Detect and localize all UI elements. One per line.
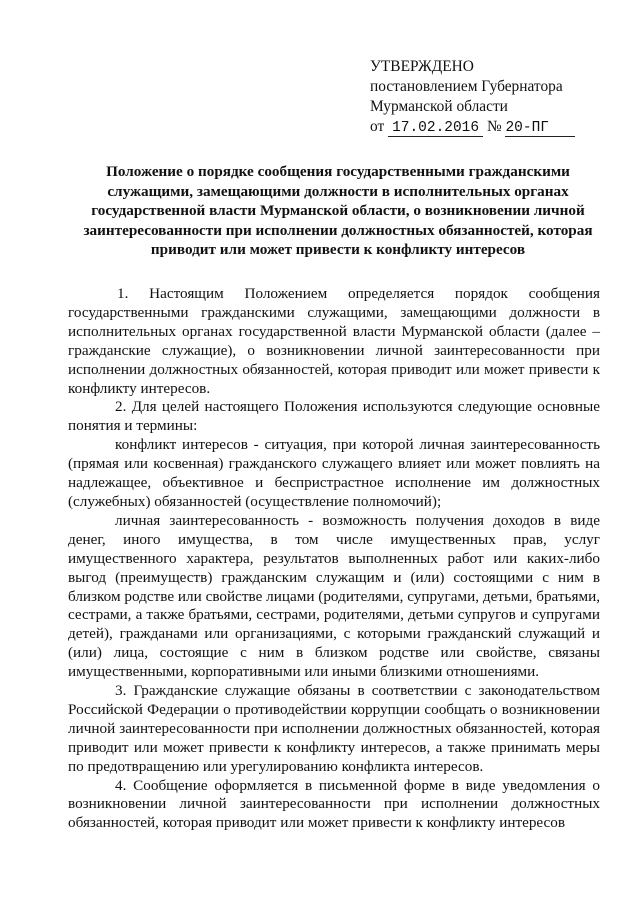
approval-number: 20-ПГ bbox=[505, 120, 575, 137]
approval-date-line bbox=[370, 117, 620, 137]
paragraph-2: 2. Для целей настоящего Положения используются следующие основные понятия и термины: bbox=[68, 398, 600, 435]
paragraph-interest-definition: личная заинтересованность - возможность получения доходов в виде денег, иного имущества, в том числе имущественных прав, услуг имущественного характера, результатов выполненных работ или каких-либо выгод (преимуществ) гражданским служащим и (или) состоящими с ним в близком родстве или свойстве лицами (родителями, супругами, детьми, братьями, сестрами, а также братьями, сестрами, родителями, детьми супругов и супругами детей), гражданами или организациями, с которыми гражданский служащий и (или) лица, состоящие с ним в близком родстве или свойстве, связаны имущественными, корпоративными или иными близкими отношениями. bbox=[68, 511, 600, 681]
paragraph-3: 3. Гражданские служащие обязаны в соответствии с законодательством Российской Федерации о противодействии коррупции сообщать о возникновении личной заинтересованности при исполнении должностных обязанностей, которая приводит или может привести к конфликту интересов, а также принимать меры по предотвращению или урегулированию конфликта интересов. bbox=[68, 682, 600, 775]
approval-line-2: Мурманской области bbox=[370, 98, 508, 115]
approval-stamp bbox=[370, 57, 620, 137]
number-prefix: № bbox=[486, 118, 502, 135]
approval-date: 17.02.2016 bbox=[388, 120, 483, 137]
document-title: Положение о порядке сообщения государственными гражданскими служащими, замещающими должности в исполнительных органах государственной власти Мурманской области, о возникновении личной заинтересованности при исполнении должностных обязанностей, которая приводит или может привести к конфликту интересов bbox=[83, 163, 593, 258]
paragraph-4: 4. Сообщение оформляется в письменной форме в виде уведомления о возникновении личной заинтересованности при исполнении должностных обязанностей, которая приводит или может привести к конфликту интересов bbox=[68, 776, 600, 832]
paragraph-1: 1. Настоящим Положением определяется порядок сообщения государственными гражданскими служащими, замещающими должности в исполнительных органах государственной власти Мурманской области (далее – гражданские служащие), о возникновении личной заинтересованности при исполнении должностных обязанностей, которая приводит или может привести к конфликту интересов. bbox=[68, 285, 600, 397]
date-prefix: от bbox=[370, 118, 385, 135]
paragraph-conflict-definition: конфликт интересов - ситуация, при которой личная заинтересованность (прямая или косвенная) гражданского служащего влияет или может повлиять на надлежащее, объективное и беспристрастное исполнение им должностных (служебных) обязанностей (осуществление полномочий); bbox=[68, 436, 600, 510]
approval-line-1: постановлением Губернатора bbox=[370, 78, 563, 95]
approval-heading: УТВЕРЖДЕНО bbox=[370, 58, 474, 75]
document-body bbox=[68, 285, 600, 833]
